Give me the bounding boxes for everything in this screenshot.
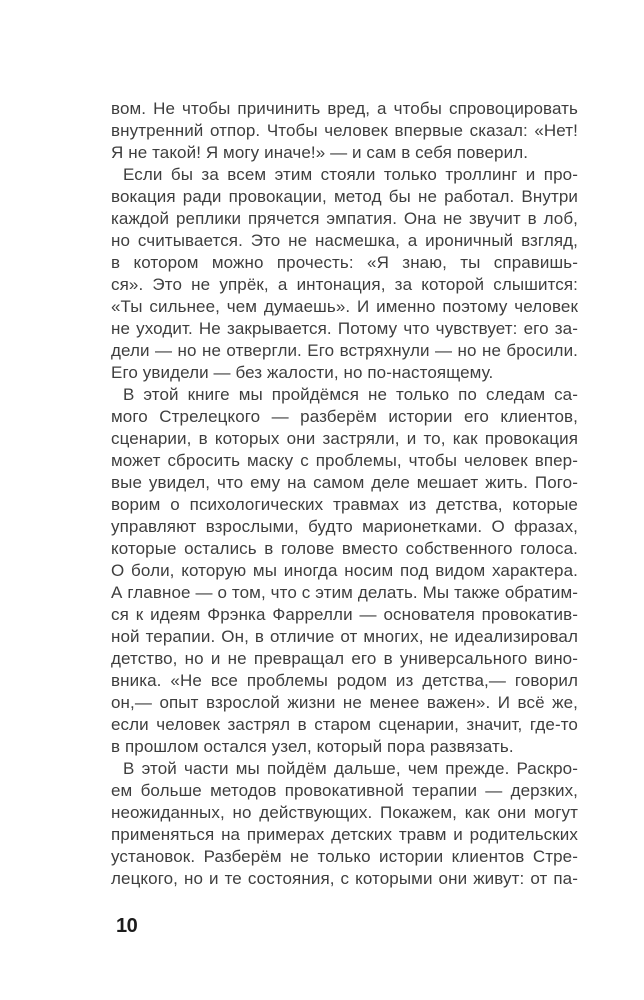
text-line: если человек застрял в старом сценарии, значит, где-то <box>111 715 578 734</box>
text-line: ной терапии. Он, в отличие от многих, не идеализировал <box>111 627 578 646</box>
text-line: ем больше методов провокативной терапии — дерзких, <box>111 781 578 800</box>
text-line: лецкого, но и те состояния, с которыми они живут: от па- <box>111 869 578 888</box>
text-line: О боли, которую мы иногда носим под видом характера. <box>111 561 578 580</box>
text-line: дели — но не отвергли. Его встряхнули — но не бросили. <box>111 341 578 360</box>
text-line: внутренний отпор. Чтобы человек впервые сказал: «Нет! <box>111 121 578 140</box>
text-line: каждой реплики прячется эмпатия. Она не звучит в лоб, <box>111 209 578 228</box>
text-line: А главное — о том, что с этим делать. Мы также обратим- <box>111 583 578 602</box>
body-text <box>111 98 578 890</box>
text-line: не уходит. Не закрывается. Потому что чувствует: его за- <box>111 319 578 338</box>
text-line: в прошлом остался узел, который пора развязать. <box>111 737 514 756</box>
text-line: В этой книге мы пройдёмся не только по следам са- <box>123 385 578 404</box>
text-line: ворим о психологических травмах из детства, которые <box>111 495 578 514</box>
text-line: которые остались в голове вместо собственного голоса. <box>111 539 578 558</box>
text-line: «Ты сильнее, чем думаешь». И именно поэтому человек <box>111 297 578 316</box>
text-line: он,— опыт взрослой жизни не менее важен». И всё же, <box>111 693 578 712</box>
text-line: вника. «Не все проблемы родом из детства,— говорил <box>111 671 578 690</box>
text-line: применяться на примерах детских травм и родительских <box>111 825 578 844</box>
text-line: сценарии, в которых они застряли, и то, как провокация <box>111 429 578 448</box>
page-number: 10 <box>116 915 138 937</box>
text-line: В этой части мы пойдём дальше, чем прежде. Раскро- <box>123 759 578 778</box>
text-line: мого Стрелецкого — разберём истории его клиентов, <box>111 407 578 426</box>
text-line: ся». Это не упрёк, а интонация, за которой слышится: <box>111 275 578 294</box>
text-line: Я не такой! Я могу иначе!» — и сам в себя поверил. <box>111 143 529 162</box>
text-line: неожиданных, но действующих. Покажем, как они могут <box>111 803 578 822</box>
text-line: в котором можно прочесть: «Я знаю, ты справишь- <box>111 253 578 272</box>
text-line: может сбросить маску с проблемы, чтобы человек впер- <box>111 451 578 470</box>
text-line: вом. Не чтобы причинить вред, а чтобы спровоцировать <box>111 99 578 118</box>
text-line: установок. Разберём не только истории клиентов Стре- <box>111 847 578 866</box>
text-line: ся к идеям Фрэнка Фаррелли — основателя провокатив- <box>111 605 578 624</box>
text-line: но считывается. Это не насмешка, а ироничный взгляд, <box>111 231 578 250</box>
text-line: вокация ради провокации, метод бы не работал. Внутри <box>111 187 578 206</box>
text-line: Если бы за всем этим стояли только троллинг и про- <box>123 165 578 184</box>
text-line: Его увидели — без жалости, но по-настоящему. <box>111 363 494 382</box>
text-line: вые увидел, что ему на самом деле мешает жить. Пого- <box>111 473 578 492</box>
text-line: детство, но и не превращал его в универсального вино- <box>111 649 578 668</box>
text-line: управляют взрослыми, будто марионетками. О фразах, <box>111 517 578 536</box>
